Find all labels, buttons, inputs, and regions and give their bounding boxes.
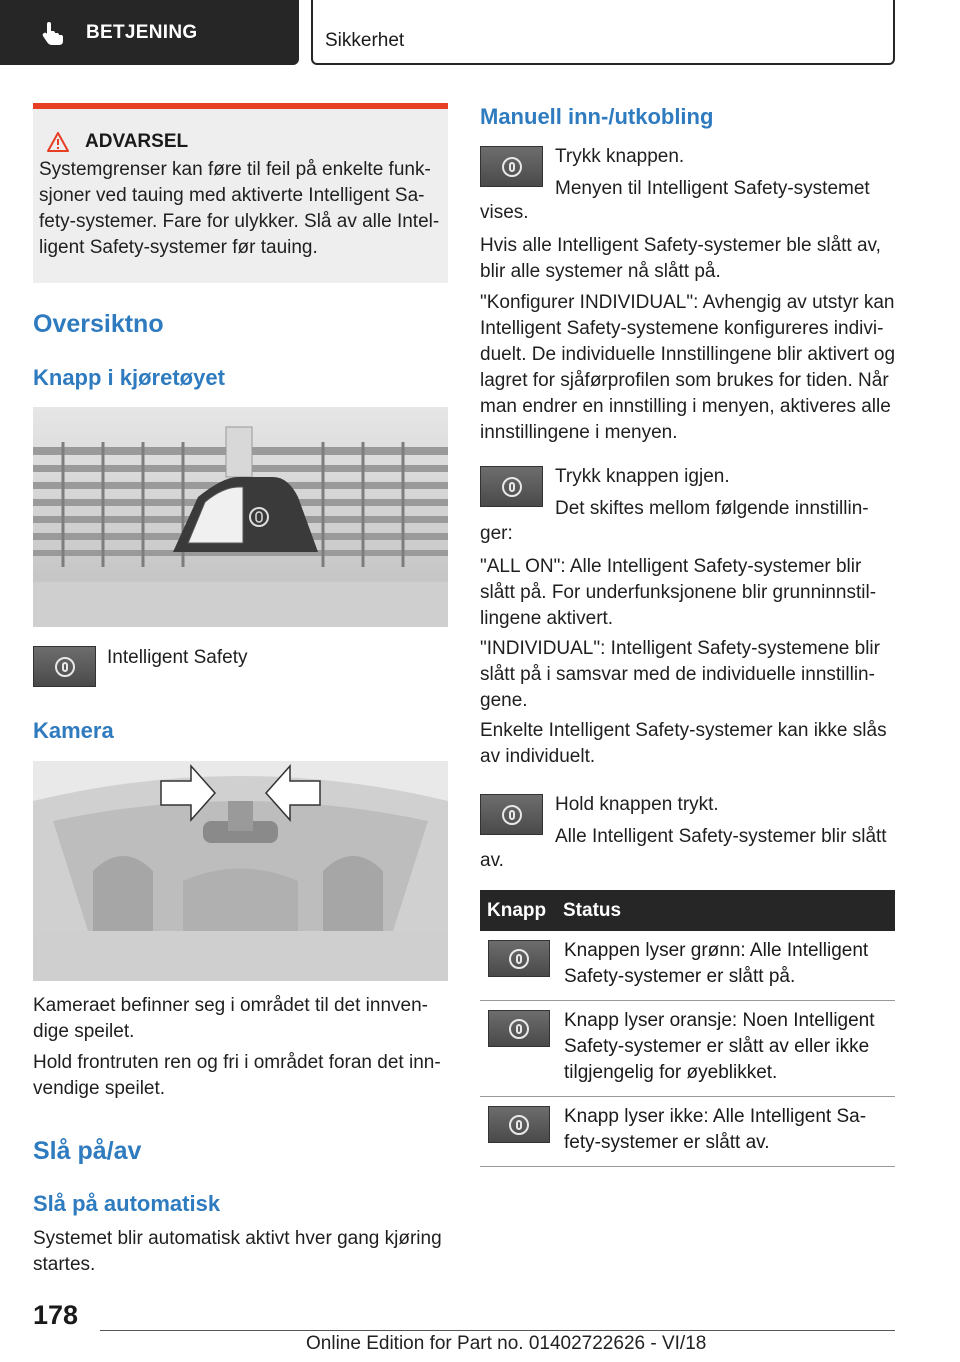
table-row bbox=[480, 1097, 895, 1167]
camera-paragraph-1 bbox=[33, 993, 428, 1045]
section-title: BETJENING bbox=[86, 21, 198, 43]
step2-a: Trykk knappen igjen. bbox=[555, 466, 730, 487]
text-line: ligent Safety-systemer før tauing. bbox=[39, 237, 318, 258]
text-line: Systemet blir automatisk aktivt hver gang kjøring bbox=[33, 1228, 442, 1249]
step1-b: Menyen til Intelligent Safety-systemet bbox=[555, 178, 870, 199]
text-line: Hvis alle Intelligent Safety-systemer ble slått av, bbox=[480, 235, 881, 256]
heading-button-in-vehicle: Knapp i kjøretøyet bbox=[33, 365, 225, 390]
text-line: duelt. De individuelle Innstillingene blir aktivert og bbox=[480, 344, 896, 365]
warning-text bbox=[39, 157, 440, 261]
step3-b: Alle Intelligent Safety-systemer blir slått bbox=[555, 826, 887, 847]
table-cell-line: tilgjengelig for øyeblikket. bbox=[564, 1062, 778, 1083]
safety-button-icon bbox=[480, 146, 543, 187]
button-caption: Intelligent Safety bbox=[107, 647, 248, 668]
camera-windshield-photo bbox=[33, 761, 448, 981]
paragraph-1 bbox=[480, 233, 881, 285]
text-line: Enkelte Intelligent Safety-systemer kan ikke slås bbox=[480, 720, 887, 741]
text-line: startes. bbox=[33, 1254, 96, 1275]
step3-a: Hold knappen trykt. bbox=[555, 794, 719, 815]
text-line: fety-systemer. Fare for ulykker. Slå av alle Intel- bbox=[39, 211, 440, 232]
header-section-tab bbox=[0, 0, 299, 65]
intelligent-safety-button-icon bbox=[33, 646, 96, 687]
safety-button-icon bbox=[480, 466, 543, 507]
warning-box bbox=[33, 103, 448, 283]
text-line: lagret for sjåførprofilen som brukes for tiden. Når bbox=[480, 370, 889, 391]
footer-edition: Online Edition for Part no. 01402722626 - VI/18 bbox=[306, 1333, 707, 1354]
text-line: av individuelt. bbox=[480, 746, 596, 767]
table-cell-line: Knappen lyser grønn: Alle Intelligent bbox=[564, 940, 869, 961]
table-cell-line: Knapp lyser oransje: Noen Intelligent bbox=[564, 1010, 875, 1031]
table-header bbox=[480, 890, 895, 931]
paragraph-3 bbox=[480, 554, 876, 632]
text-line: man endrer en innstilling i menyen, aktiveres alle bbox=[480, 396, 891, 417]
footer-divider bbox=[100, 1330, 895, 1331]
chapter-title: Sikkerhet bbox=[325, 30, 405, 51]
text-line: slått på. For underfunksjonene blir grunninnstil- bbox=[480, 582, 877, 603]
heading-auto-on: Slå på automatisk bbox=[33, 1191, 221, 1216]
paragraph-5 bbox=[480, 718, 887, 770]
grille-button-photo bbox=[33, 407, 448, 627]
table-row bbox=[480, 1001, 895, 1097]
warning-triangle-icon bbox=[47, 132, 69, 152]
page-number: 178 bbox=[33, 1300, 79, 1330]
heading-camera: Kamera bbox=[33, 718, 114, 743]
text-line: gene. bbox=[480, 690, 528, 711]
camera-paragraph-2 bbox=[33, 1050, 441, 1102]
table-cell-line: Safety-systemer er slått av eller ikke bbox=[564, 1036, 870, 1057]
step3-c: av. bbox=[480, 850, 504, 871]
safety-button-icon bbox=[480, 794, 543, 835]
text-line: "ALL ON": Alle Intelligent Safety-systemer blir bbox=[480, 556, 862, 577]
step1-c: vises. bbox=[480, 202, 529, 223]
text-line: Kameraet befinner seg i området til det innven- bbox=[33, 995, 428, 1016]
paragraph-4 bbox=[480, 636, 880, 714]
text-line: Systemgrenser kan føre til feil på enkelte funk- bbox=[39, 159, 431, 180]
text-line: slått på i samsvar med de individuelle innstillin- bbox=[480, 664, 875, 685]
header-chapter-tab bbox=[311, 0, 895, 65]
table-cell-line: Safety-systemer er slått på. bbox=[564, 966, 796, 987]
step2-c: ger: bbox=[480, 523, 513, 544]
text-line: Intelligent Safety-systemene konfigureres indivi- bbox=[480, 318, 884, 339]
safety-button-icon bbox=[488, 1106, 550, 1143]
safety-button-icon bbox=[488, 1010, 550, 1047]
safety-button-icon bbox=[488, 940, 550, 977]
text-line: innstillingene i menyen. bbox=[480, 422, 678, 443]
table-row bbox=[480, 931, 895, 1001]
text-line: "Konfigurer INDIVIDUAL": Avhengig av utstyr kan bbox=[480, 292, 895, 313]
hand-pointer-icon bbox=[40, 20, 66, 46]
step2-b: Det skiftes mellom følgende innstillin- bbox=[555, 498, 869, 519]
table-cell-line: fety-systemer er slått av. bbox=[564, 1132, 770, 1153]
table-cell-line: Knapp lyser ikke: Alle Intelligent Sa- bbox=[564, 1106, 867, 1127]
text-line: sjoner ved tauing med aktiverte Intelligent Sa- bbox=[39, 185, 425, 206]
heading-on-off: Slå på/av bbox=[33, 1137, 142, 1165]
warning-title: ADVARSEL bbox=[85, 131, 189, 152]
column-header-button: Knapp bbox=[487, 899, 547, 921]
heading-overview: Oversiktno bbox=[33, 310, 164, 338]
text-line: vendige speilet. bbox=[33, 1078, 166, 1099]
heading-manual: Manuell inn-/utkobling bbox=[480, 104, 714, 129]
text-line: blir alle systemer nå slått på. bbox=[480, 261, 721, 282]
text-line: "INDIVIDUAL": Intelligent Safety-systemene blir bbox=[480, 638, 880, 659]
column-header-status: Status bbox=[563, 899, 622, 921]
paragraph-2 bbox=[480, 290, 895, 446]
text-line: dige speilet. bbox=[33, 1021, 135, 1042]
auto-paragraph bbox=[33, 1226, 442, 1278]
step1-a: Trykk knappen. bbox=[555, 146, 685, 167]
text-line: Hold frontruten ren og fri i området foran det inn- bbox=[33, 1052, 441, 1073]
status-table bbox=[480, 890, 895, 1167]
text-line: lingene aktivert. bbox=[480, 608, 614, 629]
